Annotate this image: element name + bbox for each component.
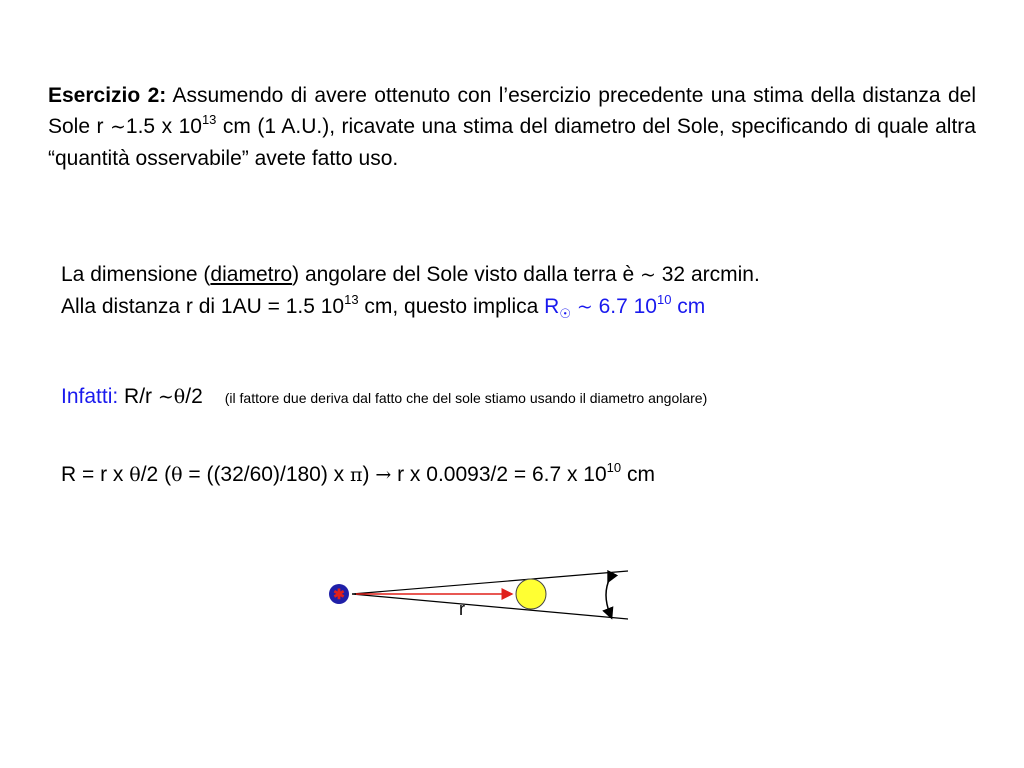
angular-size-diagram [310, 560, 650, 640]
angle-arc [606, 578, 610, 614]
infatti-label: Infatti: [61, 385, 119, 408]
formula-e: r x 0.0093/2 = 6.7 x 10 [391, 463, 607, 486]
formula-pi: π [350, 464, 363, 486]
answer-line1-c: 32 arcmin. [655, 263, 760, 286]
formula-b: /2 ( [140, 463, 172, 486]
infatti-expr-b: /2 [185, 385, 203, 408]
exercise-text-1: Assumendo di avere ottenuto con l’esercizio precedente una stima della distanza del Sole r [48, 84, 976, 138]
distance-label: r [459, 599, 465, 619]
result-unit: cm [671, 295, 706, 318]
lower-sight-line [352, 594, 628, 619]
result-value: 6.7 10 [592, 295, 657, 318]
distance-mantissa: 1.5 x 10 [125, 115, 202, 138]
exercise-title: Esercizio 2: [48, 84, 167, 107]
infatti-line [61, 381, 981, 414]
exercise-statement [48, 80, 976, 174]
answer-line1-b: ) angolare del Sole visto dalla terra è [292, 263, 640, 286]
formula-theta-1: θ [129, 464, 141, 486]
formula-line [61, 459, 1001, 491]
result-R: R [544, 295, 560, 318]
formula-exponent: 10 [606, 460, 622, 475]
au-exponent: 13 [344, 292, 359, 307]
sun-icon [516, 579, 546, 609]
formula-theta-2: θ [171, 464, 183, 486]
sun-radius-result [544, 292, 706, 322]
upper-sight-line [352, 571, 628, 594]
infatti-expr-a: R/r [118, 385, 158, 408]
formula-arrow: → [375, 464, 392, 486]
answer-line2-a: Alla distanza r di 1AU = 1.5 10 [61, 295, 345, 318]
sun-symbol: ☉ [559, 306, 571, 322]
formula-c: = ((32/60)/180) x [182, 463, 351, 486]
infatti-note: (il fattore due deriva dal fatto che del sole stiamo usando il diametro angolare) [224, 390, 708, 406]
infatti-theta: θ [173, 386, 186, 408]
diametro-word: diametro [210, 263, 293, 286]
formula-a: R = r x [61, 463, 130, 486]
tilde-symbol: ~ [640, 264, 656, 286]
answer-block [61, 259, 981, 323]
formula-d: ) [362, 463, 376, 486]
infatti-sim: ∼ [157, 386, 174, 408]
exercise-text-2: cm (1 A.U.), ricavate una stima del diametro del Sole, specificando di quale altra “quantità osservabile” avete fatto uso. [48, 115, 976, 170]
result-exponent: 10 [656, 292, 672, 307]
result-tilde: ~ [576, 296, 593, 318]
answer-line2-b: cm, questo implica [358, 295, 545, 318]
distance-exponent: 13 [201, 112, 217, 127]
approx-symbol: ∼ [110, 116, 126, 138]
answer-line1-a: La dimensione ( [61, 263, 211, 286]
earth-mark-icon: ✱ [333, 586, 345, 602]
formula-f: cm [621, 463, 655, 486]
